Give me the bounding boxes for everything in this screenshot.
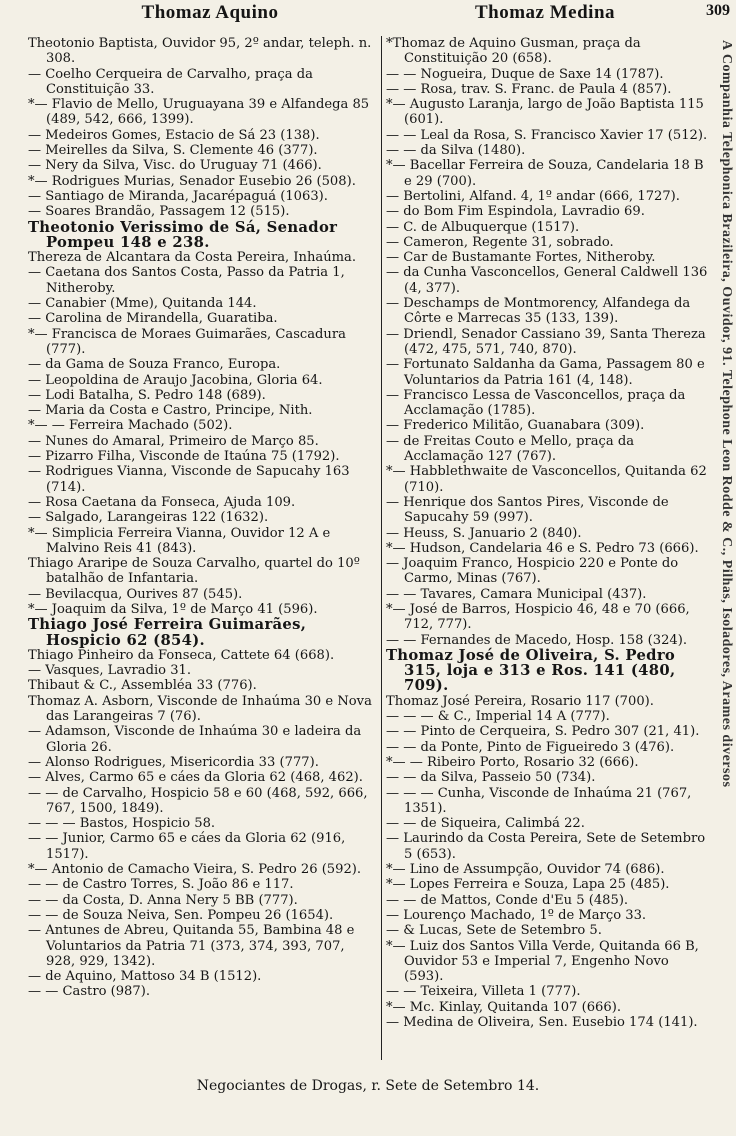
directory-entry: — Nery da Silva, Visc. do Uruguay 71 (466).: [28, 158, 322, 174]
directory-entry: — — — & C., Imperial 14 A (777).: [386, 709, 610, 725]
directory-entry: — — da Silva, Passeio 50 (734).: [386, 770, 596, 786]
directory-entry: *— Francisca de Moraes Guimarães, Cascadura (777).: [28, 326, 346, 357]
directory-entry: — — Junior, Carmo 65 e cáes da Gloria 62 (916, 1517).: [28, 831, 346, 862]
directory-entry: — C. de Albuquerque (1517).: [386, 219, 580, 235]
directory-entry: — de Freitas Couto e Mello, praça da Acclamação 127 (767).: [386, 433, 635, 465]
directory-entry: — — Leal da Rosa, S. Francisco Xavier 17 (512).: [386, 127, 708, 143]
directory-entry: — Alonso Rodrigues, Misericordia 33 (777).: [28, 754, 319, 770]
directory-entry: Thiago José Ferreira Guimarães, Hospicio 62 (854).: [28, 616, 307, 649]
directory-entry: — — de Mattos, Conde d'Eu 5 (485).: [386, 892, 629, 908]
directory-entry: *— Lopes Ferreira e Souza, Lapa 25 (485).: [386, 877, 670, 893]
directory-entry: *— Habblethwaite de Vasconcellos, Quitanda 62 (710).: [386, 464, 707, 495]
directory-entry: — Bertolini, Alfand. 4, 1º andar (666, 1727).: [386, 188, 680, 204]
directory-entry: — da Gama de Souza Franco, Europa.: [28, 357, 281, 373]
directory-entry: — — de Souza Neiva, Sen. Pompeu 26 (1654).: [28, 907, 334, 923]
directory-entry: — Frederico Militão, Guanabara (309).: [386, 418, 645, 434]
directory-entry: — Leopoldina de Araujo Jacobina, Gloria 64.: [28, 372, 323, 388]
directory-entry: *— Bacellar Ferreira de Souza, Candelaria 18 B e 29 (700).: [386, 158, 704, 189]
directory-entry: — da Cunha Vasconcellos, General Caldwell 136 (4, 377).: [386, 265, 708, 296]
page-number: 309: [706, 2, 730, 19]
directory-entry: — Carolina de Mirandella, Guaratiba.: [28, 311, 278, 327]
directory-entry: — Adamson, Visconde de Inhaúma 30 e ladeira da Gloria 26.: [28, 724, 362, 755]
directory-entry: — Medeiros Gomes, Estacio de Sá 23 (138).: [28, 127, 320, 143]
directory-entry: — Henrique dos Santos Pires, Visconde de Sapucahy 59 (997).: [386, 494, 669, 526]
directory-entry: — — da Costa, D. Anna Nery 5 BB (777).: [28, 892, 298, 908]
directory-entry: — Laurindo da Costa Pereira, Sete de Setembro 5 (653).: [386, 831, 706, 862]
directory-entry: Theotonio Verissimo de Sá, Senador Pompeu 148 e 238.: [28, 218, 338, 251]
directory-entry: *— — Ferreira Machado (502).: [28, 418, 233, 434]
directory-entry: — Soares Brandão, Passagem 12 (515).: [28, 204, 290, 220]
directory-entry: Thereza de Alcantara da Costa Pereira, Inhaúma.: [28, 250, 357, 266]
directory-entry: Thomaz A. Asborn, Visconde de Inhaúma 30 e Nova das Larangeiras 7 (76).: [28, 693, 372, 725]
directory-entry: — Alves, Carmo 65 e cáes da Gloria 62 (468, 462).: [28, 770, 363, 786]
directory-entry: — — Teixeira, Villeta 1 (777).: [386, 984, 581, 1000]
directory-entry: — Cameron, Regente 31, sobrado.: [386, 234, 614, 250]
sidebar-advert: [708, 40, 736, 1040]
directory-entry: *— Augusto Laranja, largo de João Baptista 115 (601).: [386, 97, 704, 128]
directory-entry: Thiago Araripe de Souza Carvalho, quartel do 10º batalhão de Infantaria.: [28, 556, 360, 587]
directory-entry: *— Mc. Kinlay, Quitanda 107 (666).: [386, 999, 621, 1015]
header-left-title: Thomaz Aquino: [141, 2, 279, 23]
directory-entry: Thomaz José Pereira, Rosario 117 (700).: [386, 693, 654, 709]
footer-note: Negociantes de Drogas, r. Sete de Setembro 14.: [196, 1078, 540, 1094]
directory-entry: — — de Siqueira, Calimbá 22.: [386, 816, 585, 832]
directory-entry: — — Tavares, Camara Municipal (437).: [386, 586, 647, 602]
directory-entry: *— Antonio de Camacho Vieira, S. Pedro 26 (592).: [28, 862, 362, 878]
directory-entry: — Francisco Lessa de Vasconcellos, praça da Acclamação (1785).: [386, 387, 686, 419]
directory-entry: — — Rosa, trav. S. Franc. de Paula 4 (857).: [386, 81, 672, 97]
directory-entry: — Salgado, Larangeiras 122 (1632).: [28, 510, 269, 526]
directory-entry: *— Flavio de Mello, Uruguayana 39 e Alfandega 85 (489, 542, 666, 1399).: [28, 97, 370, 128]
directory-entry: — Antunes de Abreu, Quitanda 55, Bambina 48 e Voluntarios da Patria 71 (373, 374, 393, 707, 928, 929, 1342).: [28, 923, 355, 969]
directory-entry: *— Simplicia Ferreira Vianna, Ouvidor 12 A e Malvino Reis 41 (843).: [28, 525, 331, 556]
directory-entry: — Car de Bustamante Fortes, Nitheroby.: [386, 250, 656, 266]
directory-entry: — — de Carvalho, Hospicio 58 e 60 (468, 592, 666, 767, 1500, 1849).: [28, 785, 368, 816]
directory-entry: — Lodi Batalha, S. Pedro 148 (689).: [28, 387, 266, 403]
directory-entry: — Bevilacqua, Ourives 87 (545).: [28, 586, 243, 602]
directory-entry: *— José de Barros, Hospicio 46, 48 e 70 (666, 712, 777).: [386, 601, 690, 633]
left-column: [28, 36, 377, 1000]
directory-entry: — Pizarro Filha, Visconde de Itaúna 75 (1792).: [28, 449, 340, 465]
sidebar-advert-text: A Companhia Telephonica Brazileira, Ouvidor, 91. Telephone Leon Rodde & C., Pilhas, Isoladores, Arames diversos: [719, 40, 734, 788]
directory-entry: — Lourenço Machado, 1º de Março 33.: [386, 907, 647, 923]
directory-entry: *— Lino de Assumpção, Ouvidor 74 (686).: [386, 862, 665, 878]
directory-entry: *— — Ribeiro Porto, Rosario 32 (666).: [386, 754, 639, 770]
directory-entry: — Canabier (Mme), Quitanda 144.: [28, 296, 257, 312]
directory-entry: — Medina de Oliveira, Sen. Eusebio 174 (141).: [386, 1015, 698, 1030]
directory-entry: — do Bom Fim Espindola, Lavradio 69.: [386, 204, 645, 220]
directory-entry: Theotonio Baptista, Ouvidor 95, 2º andar, teleph. n. 308.: [28, 36, 372, 67]
directory-entry: — Joaquim Franco, Hospicio 220 e Ponte do Carmo, Minas (767).: [386, 556, 679, 587]
directory-entry: — Coelho Cerqueira de Carvalho, praça da Constituição 33.: [28, 66, 313, 97]
directory-entry: — Vasques, Lavradio 31.: [28, 663, 192, 679]
directory-entry: Thibaut & C., Assembléa 33 (776).: [28, 678, 257, 694]
directory-entry: — — Nogueira, Duque de Saxe 14 (1787).: [386, 66, 664, 82]
directory-entry: Thomaz José de Oliveira, S. Pedro 315, loja e 313 e Ros. 141 (480, 709).: [386, 646, 676, 695]
directory-entry: Thiago Pinheiro da Fonseca, Cattete 64 (668).: [28, 647, 335, 663]
directory-entry: — Maria da Costa e Castro, Principe, Nith.: [28, 403, 313, 419]
directory-entry: — & Lucas, Sete de Setembro 5.: [386, 923, 602, 939]
directory-entry: *— Rodrigues Murias, Senador Eusebio 26 (508).: [28, 173, 356, 189]
directory-entry: — Nunes do Amaral, Primeiro de Março 85.: [28, 433, 319, 449]
directory-entry: *— Luiz dos Santos Villa Verde, Quitanda 66 B, Ouvidor 53 e Imperial 7, Engenho Novo (593).: [386, 938, 699, 985]
directory-entry: — Heuss, S. Januario 2 (840).: [386, 525, 582, 541]
right-column: [386, 36, 712, 1030]
directory-entry: — — — Bastos, Hospicio 58.: [28, 816, 216, 832]
directory-entry: — Rodrigues Vianna, Visconde de Sapucahy 163 (714).: [28, 464, 350, 495]
directory-entry: *Thomaz de Aquino Gusman, praça da Constituição 20 (658).: [386, 36, 641, 67]
directory-entry: — — Pinto de Cerqueira, S. Pedro 307 (21, 41).: [386, 724, 700, 740]
directory-entry: — — da Silva (1480).: [386, 143, 526, 159]
directory-entry: — de Aquino, Mattoso 34 B (1512).: [28, 969, 262, 985]
directory-entry: — Rosa Caetana da Fonseca, Ajuda 109.: [28, 494, 296, 510]
directory-entry: — Caetana dos Santos Costa, Passo da Patria 1, Nitheroby.: [28, 265, 345, 296]
directory-entry: — — da Ponte, Pinto de Figueiredo 3 (476).: [386, 739, 675, 755]
directory-entry: *— Hudson, Candelaria 46 e S. Pedro 73 (666).: [386, 540, 699, 556]
directory-entry: — — Castro (987).: [28, 984, 150, 1000]
directory-entry: — — de Castro Torres, S. João 86 e 117.: [28, 877, 294, 893]
directory-entry: — Meirelles da Silva, S. Clemente 46 (377).: [28, 143, 318, 159]
header-right-title: Thomaz Medina: [474, 2, 616, 23]
column-divider: [381, 36, 382, 1060]
directory-entry: — Deschamps de Montmorency, Alfandega da Côrte e Marrecas 35 (133, 139).: [386, 296, 691, 327]
directory-entry: — — — Cunha, Visconde de Inhaúma 21 (767, 1351).: [386, 785, 692, 816]
directory-entry: *— Joaquim da Silva, 1º de Março 41 (596).: [28, 601, 318, 617]
directory-entry: — Driendl, Senador Cassiano 39, Santa Thereza (472, 475, 571, 740, 870).: [386, 326, 706, 357]
directory-entry: — Fortunato Saldanha da Gama, Passagem 80 e Voluntarios da Patria 161 (4, 148).: [386, 357, 705, 388]
directory-entry: — — Fernandes de Macedo, Hosp. 158 (324).: [386, 632, 688, 648]
directory-entry: — Santiago de Miranda, Jacarépaguá (1063).: [28, 188, 328, 204]
